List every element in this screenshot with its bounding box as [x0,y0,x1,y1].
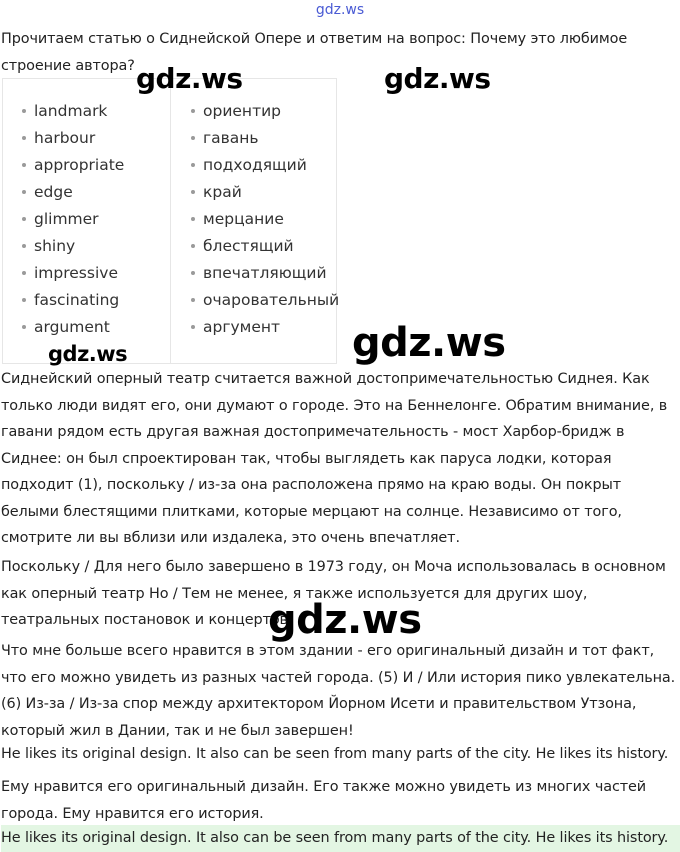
vocab-item-ru: край [191,179,339,206]
answer-english: He likes its original design. It also can be seen from many parts of the city. He likes its history. [1,746,669,762]
bullet-icon [22,109,26,113]
bullet-icon [191,298,195,302]
vocab-item-en: appropriate [22,152,124,179]
vocab-item-en: landmark [22,98,124,125]
vocabulary-russian-list [191,98,339,341]
bullet-icon [22,163,26,167]
bullet-icon [191,244,195,248]
intro-text: Прочитаем статью о Сиднейской Опере и ответим на вопрос: Почему это любимое строение автора? [1,31,628,74]
vocab-item-ru: ориентир [191,98,339,125]
vocabulary-table [2,78,340,364]
bullet-icon [191,136,195,140]
vocab-item-en: impressive [22,260,124,287]
bullet-icon [191,271,195,275]
paragraph-2: Поскольку / Для него было завершено в 1973 году, он Моча использовалась в основном как оперный театр Но / Тем не менее, я также используется для других шоу, театральных постановок и концертов. [1,559,666,628]
watermark: gdz.ws [268,597,422,643]
bullet-icon [22,244,26,248]
vocab-item-ru: очаровательный [191,287,339,314]
vocab-item-ru: впечатляющий [191,260,339,287]
bullet-icon [22,325,26,329]
vocab-item-en: argument [22,314,124,341]
vocab-item-en: shiny [22,233,124,260]
bullet-icon [191,190,195,194]
bullet-icon [22,190,26,194]
bullet-icon [191,217,195,221]
vocab-item-ru: блестящий [191,233,339,260]
watermark: gdz.ws [48,342,128,366]
vocab-item-ru: аргумент [191,314,339,341]
bullet-icon [22,217,26,221]
paragraph-3: Что мне больше всего нравится в этом здании - его оригинальный дизайн и тот факт, что его можно увидеть из разных частей города. (5) И / Или история пико увлекательна. (6) Из-за / Из-за спор между архитектором Йорном Исети и правительством Утзона, который жил в Дании, так и не был завершен! [1,643,676,739]
bullet-icon [22,271,26,275]
vocab-item-ru: гавань [191,125,339,152]
vocab-item-en: harbour [22,125,124,152]
watermark: gdz.ws [136,62,243,95]
vocabulary-english-list [22,98,124,341]
vocab-item-ru: подходящий [191,152,339,179]
answer-english-highlighted: He likes its original design. It also can be seen from many parts of the city. He likes its history. [1,825,680,852]
vocab-item-en: glimmer [22,206,124,233]
watermark: gdz.ws [384,62,491,95]
column-divider [170,79,171,363]
vocab-item-ru: мерцание [191,206,339,233]
watermark: gdz.ws [352,320,506,366]
bullet-icon [191,325,195,329]
paragraph-1: Сиднейский оперный театр считается важной достопримечательностью Сиднея. Как только люди видят его, они думают о городе. Это на Беннелонге. Обратим внимание, в гавани рядом есть другая важная достопримечательность - мост Харбор-бридж в Сиднее: он был спроектирован так, чтобы выглядеть как паруса лодки, которая подходит (1), поскольку / из-за она расположена прямо на краю воды. Он покрыт белыми блестящими плитками, которые мерцают на солнце. Независимо от того, смотрите ли вы вблизи или издалека, это очень впечатляет. [1,371,668,546]
bullet-icon [22,298,26,302]
vocab-item-en: edge [22,179,124,206]
vocab-item-en: fascinating [22,287,124,314]
site-header-link[interactable]: gdz.ws [315,2,365,18]
bullet-icon [191,109,195,113]
answer-russian: Ему нравится его оригинальный дизайн. Его также можно увидеть из многих частей города. Ему нравится его история. [1,779,647,822]
bullet-icon [22,136,26,140]
bullet-icon [191,163,195,167]
